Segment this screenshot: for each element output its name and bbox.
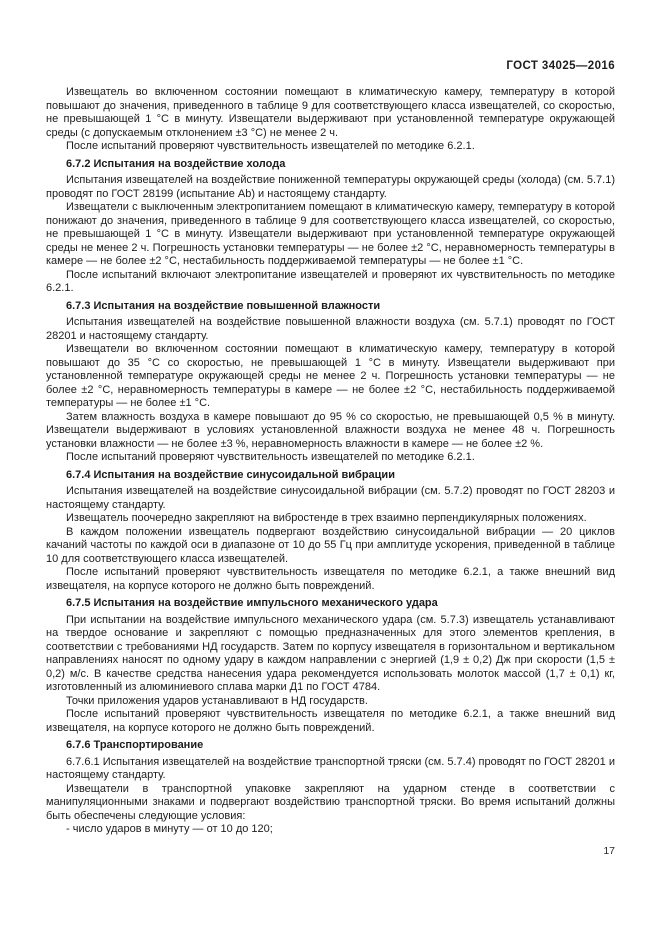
paragraph: 6.7.6.1 Испытания извещателей на воздействие транспортной тряски (см. 5.7.4) проводят по ГОСТ 28201 и настоящему стандарту.: [46, 755, 615, 781]
paragraph: После испытаний включают электропитание извещателей и проверяют их чувствительность по методике 6.2.1.: [46, 268, 615, 294]
section-heading: 6.7.3 Испытания на воздействие повышенной влажности: [66, 299, 381, 312]
section-heading: 6.7.5 Испытания на воздействие импульсного механического удара: [66, 597, 438, 609]
paragraph: Извещатель во включенном состоянии помещают в климатическую камеру, температуру в которой повышают до значения, приведенного в таблице 9 для соответствующего класса извещателей, со скоростью, не превышающей 1 °С в минуту. Извещатели выдерживают при установленной температуре окружающей среды (с допускаемым отклонением ±3 °С) не менее 2 ч.: [46, 86, 615, 139]
page-number: 17: [603, 845, 615, 857]
paragraph: Испытания извещателей на воздействие синусоидальной вибрации (см. 5.7.2) проводят по ГОСТ 28203 и настоящему стандарту.: [46, 485, 615, 511]
paragraph: При испытании на воздействие импульсного механического удара (см. 5.7.3) извещатель устанавливают на твердое основание и закрепляют с помощью предназначенных для этого элементов крепления, в соответствии с требованиями НД государств. Затем по корпусу извещателя в горизонтальном и вертикальном направлениях наносят по одному удару в каждом направлении с энергией (1,9 ± 0,2) Дж при скорости (1,5 ± 0,2) м/с. В качестве средства нанесения удара рекомендуется использовать молоток массой (1,7 ± 0,1) кг, изготовленный из алюминиевого сплава марки Д1 по ГОСТ 4784.: [46, 613, 615, 693]
document-body: [46, 86, 615, 837]
paragraph: Извещатель поочередно закрепляют на вибростенде в трех взаимно перпендикулярных положениях.: [66, 512, 587, 524]
paragraph: В каждом положении извещатель подвергают воздействию синусоидальной вибрации — 20 циклов качаний частоты по каждой оси в диапазоне от 10 до 55 Гц при амплитуде ускорения, приведенной в таблице 10 для соответствующего класса извещателей.: [46, 525, 615, 565]
paragraph: После испытаний проверяют чувствительность извещателя по методике 6.2.1, а также внешний вид извещателя, на корпусе которого не должно быть повреждений.: [46, 566, 615, 592]
paragraph: После испытаний проверяют чувствительность извещателей по методике 6.2.1.: [66, 140, 475, 152]
list-item: - число ударов в минуту — от 10 до 120;: [66, 823, 273, 835]
paragraph: Точки приложения ударов устанавливают в НД государств.: [66, 694, 368, 707]
paragraph: Извещатели в транспортной упаковке закрепляют на ударном стенде в соответствии с манипуляционными знаками и подвергают воздействию транспортной тряски. Во время испытаний должны быть обеспечены следующие условия:: [46, 782, 615, 822]
section-heading: 6.7.4 Испытания на воздействие синусоидальной вибрации: [66, 468, 395, 481]
paragraph: Затем влажность воздуха в камере повышают до 95 % со скоростью, не превышающей 0,5 % в минуту. Извещатели выдерживают в условиях установленной влажности воздуха не менее 48 ч. Погрешность установки влажности — не более ±3 %, неравномерность влажности в камере — не более ±2 %.: [46, 410, 615, 450]
section-heading: 6.7.2 Испытания на воздействие холода: [66, 157, 286, 170]
paragraph: Испытания извещателей на воздействие пониженной температуры окружающей среды (холода) (см. 5.7.1) проводят по ГОСТ 28199 (испытание Ab) и настоящему стандарту.: [46, 174, 615, 200]
paragraph: Извещатели с выключенным электропитанием помещают в климатическую камеру, температуру в которой понижают до значения, приведенного в таблице 9 для соответствующего класса извещателей, со скоростью, не превышающей 1 °С в минуту. Извещатели выдерживают при установленной температуре окружающей среды не менее 2 ч. Погрешность установки температуры — не более ±2 °С, неравномерность температуры в камере — не более ±2 °С, нестабильность поддерживаемой температуры — не более ±1 °С.: [46, 201, 615, 267]
paragraph: После испытаний проверяют чувствительность извещателей по методике 6.2.1.: [66, 451, 475, 463]
paragraph: После испытаний проверяют чувствительность извещателя по методике 6.2.1, а также внешний вид извещателя, на корпусе которого не должно быть повреждений.: [46, 708, 615, 734]
standard-designation: ГОСТ 34025—2016: [506, 60, 615, 72]
paragraph: Испытания извещателей на воздействие повышенной влажности воздуха (см. 5.7.1) проводят по ГОСТ 28201 и настоящему стандарту.: [46, 316, 615, 342]
section-heading: 6.7.6 Транспортирование: [66, 739, 204, 751]
paragraph: Извещатели во включенном состоянии помещают в климатическую камеру, температуру в которой повышают до 35 °С со скоростью, не превышающей 1 °С в минуту. Извещатели выдерживают при установленной температуре окружающей среды не менее 2 ч. Погрешность установки температуры — не более ±2 °С, неравномерность температуры в камере — не более ±2 °С, нестабильность поддерживаемой температуры — не более ±1 °С.: [46, 343, 615, 409]
